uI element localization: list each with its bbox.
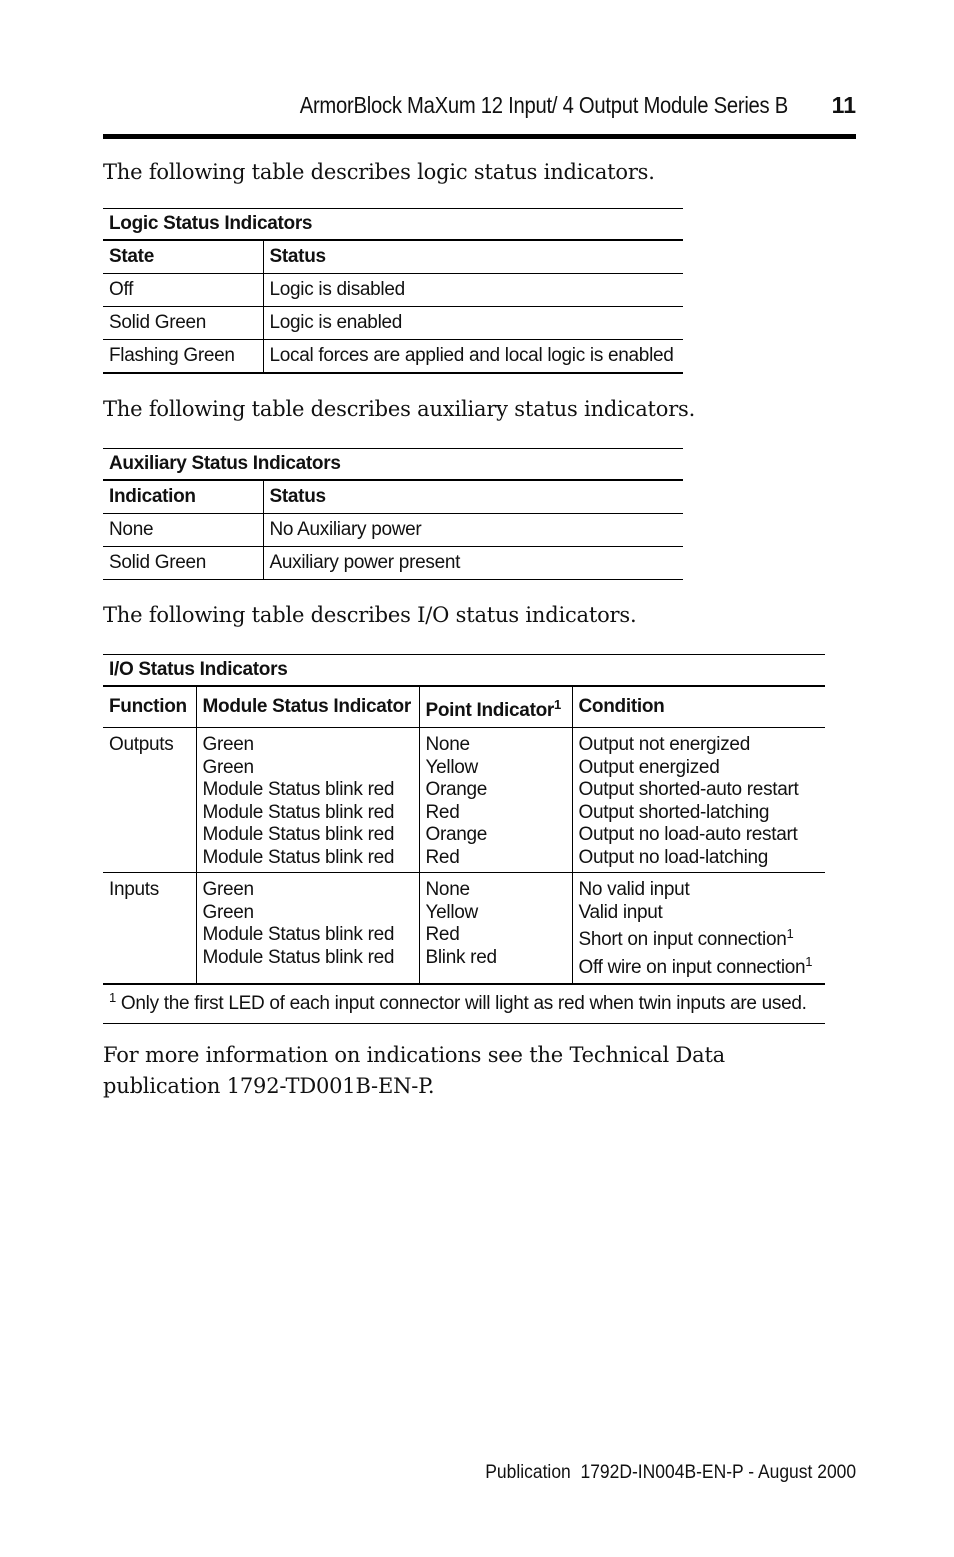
table-cell-module-status [196, 873, 419, 985]
list-item: Orange [425, 824, 488, 845]
table-cell: Auxiliary power present [263, 547, 683, 580]
column-header: Indication [103, 480, 263, 514]
list-item: No valid input [578, 879, 690, 900]
table-cell-function: Inputs [103, 873, 196, 985]
footnote-ref: 1 [805, 953, 813, 969]
list-item: Output shorted-latching [578, 801, 770, 823]
column-header: State [103, 240, 263, 274]
closing-paragraph: For more information on indications see the Technical Data publication 1792-TD001B-EN-P. [103, 1043, 725, 1098]
list-item [578, 953, 820, 980]
footnote-text: Only the first LED of each input connector will light as red when twin inputs are used. [120, 993, 807, 1014]
list-item: Module Status blink red [202, 946, 395, 968]
list-item: Green [202, 734, 254, 755]
intro-io-text: The following table describes I/O status indicators. [103, 603, 637, 627]
column-header: Function [103, 686, 196, 728]
table-row [103, 307, 683, 340]
table-caption: Auxiliary Status Indicators [103, 449, 683, 481]
list-item: Red [425, 924, 460, 945]
footnote-mark: 1 [109, 990, 116, 1005]
column-header: Condition [572, 686, 825, 728]
column-header: Status [263, 480, 683, 514]
io-status-table [103, 654, 825, 1024]
footnote-ref: 1 [786, 926, 794, 941]
intro-aux-text: The following table describes auxiliary status indicators. [103, 397, 696, 421]
column-header: Module Status Indicator [196, 686, 419, 728]
list-item-text: Short on input connection [578, 929, 787, 950]
list-item: Module Status blink red [202, 801, 395, 823]
table-caption: I/O Status Indicators [103, 655, 825, 687]
table-cell-condition [572, 728, 825, 873]
list-item: Output shorted-auto restart [578, 779, 799, 800]
table-row [103, 274, 683, 307]
publication-footer: Publication 1792D-IN004B-EN-P - August 2000 [485, 1462, 856, 1483]
list-item-text: Off wire on input connection [578, 956, 806, 978]
column-header-label: Point Indicator [425, 700, 555, 721]
list-item: Red [425, 801, 460, 823]
list-item: None [425, 879, 470, 900]
table-row [103, 514, 683, 547]
header-rule [103, 134, 856, 139]
table-cell: Solid Green [103, 307, 263, 340]
list-item: Output no load-latching [578, 846, 769, 868]
list-item [578, 926, 820, 952]
list-item: Green [202, 879, 254, 900]
table-cell: Off [103, 274, 263, 307]
intro-logic-text: The following table describes logic status indicators. [103, 160, 655, 184]
list-item: None [425, 734, 470, 755]
list-item: Valid input [578, 901, 663, 923]
table-caption: Logic Status Indicators [103, 209, 683, 241]
table-cell: No Auxiliary power [263, 514, 683, 547]
table-row [103, 340, 683, 374]
list-item: Blink red [425, 946, 497, 968]
table-row [103, 728, 825, 873]
footnote-ref: 1 [554, 697, 561, 712]
table-cell: Flashing Green [103, 340, 263, 374]
logic-status-table [103, 208, 683, 374]
list-item: Output not energized [578, 734, 750, 755]
list-item: Module Status blink red [202, 924, 395, 945]
table-cell-module-status [196, 728, 419, 873]
list-item: Module Status blink red [202, 779, 395, 800]
column-header: Status [263, 240, 683, 274]
list-item: Yellow [425, 901, 478, 923]
table-row [103, 547, 683, 580]
table-cell-point [419, 873, 572, 985]
list-item: Module Status blink red [202, 824, 395, 845]
auxiliary-status-table [103, 448, 683, 580]
page-number: 11 [831, 92, 856, 118]
table-cell-function: Outputs [103, 728, 196, 873]
list-item: Orange [425, 779, 488, 800]
list-item: Output energized [578, 756, 720, 778]
table-cell-condition [572, 873, 825, 985]
table-footnote [103, 984, 825, 1024]
list-item: Output no load-auto restart [578, 824, 798, 845]
list-item: Red [425, 846, 460, 868]
table-cell: None [103, 514, 263, 547]
column-header [419, 686, 572, 728]
table-cell: Local forces are applied and local logic is enabled [263, 340, 683, 374]
list-item: Green [202, 901, 254, 923]
table-cell: Solid Green [103, 547, 263, 580]
page-header-title: ArmorBlock MaXum 12 Input/ 4 Output Module Series B [299, 92, 788, 118]
table-cell-point [419, 728, 572, 873]
table-cell: Logic is enabled [263, 307, 683, 340]
list-item: Yellow [425, 756, 478, 778]
list-item: Module Status blink red [202, 846, 395, 868]
table-cell: Logic is disabled [263, 274, 683, 307]
list-item: Green [202, 756, 254, 778]
table-row [103, 873, 825, 985]
